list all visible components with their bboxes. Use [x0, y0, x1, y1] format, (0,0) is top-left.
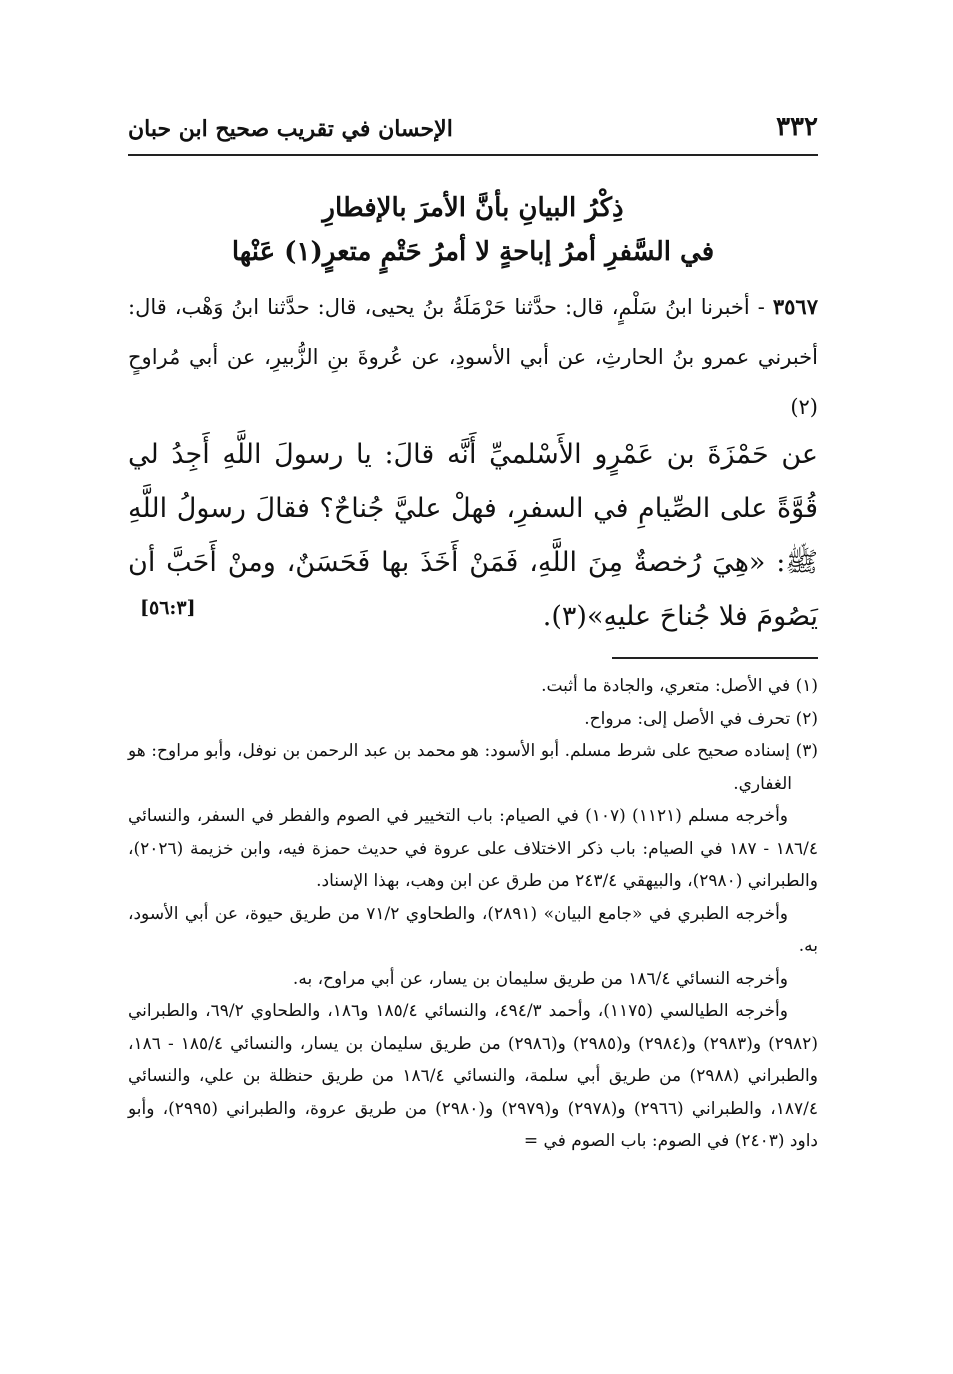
heading-line-2: في السَّفرِ أمرُ إباحةٍ لا أمرُ حَتْمٍ متعرٍ(١) عَنْها — [231, 237, 715, 267]
isnad-text: - أخبرنا ابنُ سَلْمٍ، قال: حدَّثنا حَرْمَلَةُ بنُ يحيى، قال: حدَّثنا ابنُ وَهْب، قال: أخبرني عمرو بنُ الحارثِ، عن أبي الأسودِ، عن عُروةَ بنِ الزُّبيرِ، عن أبي مُراوحٍ (٢) — [128, 295, 818, 419]
page-number: ٣٣٢ — [776, 112, 818, 142]
footnote-3: (٣) إسناده صحيح على شرط مسلم. أبو الأسود: هو محمد بن عبد الرحمن بن نوفل، وأبو مراوح: هو الغفاري. — [128, 741, 818, 794]
header-rule — [128, 154, 818, 156]
footnote-2: (٢) تحرف في الأصل إلى: مرواح. — [584, 708, 818, 729]
footnote-1: (١) في الأصل: متعري، والجادة ما أثبت. — [541, 676, 818, 696]
page-header — [128, 112, 818, 152]
hadith-isnad — [128, 282, 818, 432]
hadith-number: ٣٥٦٧ — [772, 294, 818, 319]
footnote-3-paragraph-3: وأخرجه النسائي ١٨٦/٤ من طريق سليمان بن يسار، عن أبي مراوح، به. — [292, 968, 788, 989]
hadith-matn: عن حَمْزَةَ بن عَمْرٍو الأَسْلميِّ أَنَّه قالَ: يا رسولَ اللَّهِ أَجِدُ لي قُوَّةً على الصِّيامِ في السفرِ، فهلْ عليَّ جُناحٌ؟ فقالَ رسولُ اللَّهِ ﷺ: «هِيَ رُخصةٌ مِنَ اللَّهِ، فَمَنْ أَخَذَ بها فَحَسَنٌ، ومنْ أَحَبَّ أن يَصُومَ فلا جُناحَ عليهِ»(٣). — [128, 439, 818, 632]
footnote-separator — [612, 657, 818, 659]
footnote-3-paragraph-1: وأخرجه مسلم (١١٢١) (١٠٧) في الصيام: باب التخيير في الصوم والفطر في السفر، والنسائي ١٨٦/٤ - ١٨٧ في الصيام: باب ذكر الاختلاف على عروة في حديث حمزة فيه، وابن خزيمة (٢٠٢٦)، والطبراني (٢٩٨٠)، والبيهقي ٢٤٣/٤ من طرق عن ابن وهب، بهذا الإسناد. — [128, 806, 818, 891]
chapter-heading — [128, 186, 818, 274]
heading-line-1: ذِكْرُ البيانِ بأنَّ الأمرَ بالإفطارِ — [322, 193, 624, 223]
footnotes — [128, 670, 818, 1158]
footnote-3-paragraph-4: وأخرجه الطيالسي (١١٧٥)، وأحمد ٤٩٤/٣، والنسائي ١٨٥/٤ و١٨٦، والطحاوي ٦٩/٢، والطبراني (٢٩٨٢) و(٢٩٨٣) و(٢٩٨٤) و(٢٩٨٥) و(٢٩٨٦) من طريق سليمان بن يسار، والنسائي ١٨٥/٤ - ١٨٦، والطبراني (٢٩٨٨) من طريق أبي سلمة، والنسائي ١٨٦/٤ من طريق حنظلة بن علي، والنسائي ١٨٧/٤، والطبراني (٢٩٦٦) و(٢٩٧٨) و(٢٩٧٩) و(٢٩٨٠) من طريق عروة، والطبراني (٢٩٩٥)، وأبو داود (٢٤٠٣) في الصوم: باب الصوم في = — [128, 1001, 818, 1151]
running-title: الإحسان في تقريب صحيح ابن حبان — [128, 116, 453, 142]
source-reference: [٥٦:٣] — [140, 597, 196, 619]
footnote-3-paragraph-2: وأخرجه الطبري في «جامع البيان» (٢٨٩١)، والطحاوي ٧١/٢ من طريق حيوة، عن أبي الأسود، به. — [128, 903, 818, 956]
